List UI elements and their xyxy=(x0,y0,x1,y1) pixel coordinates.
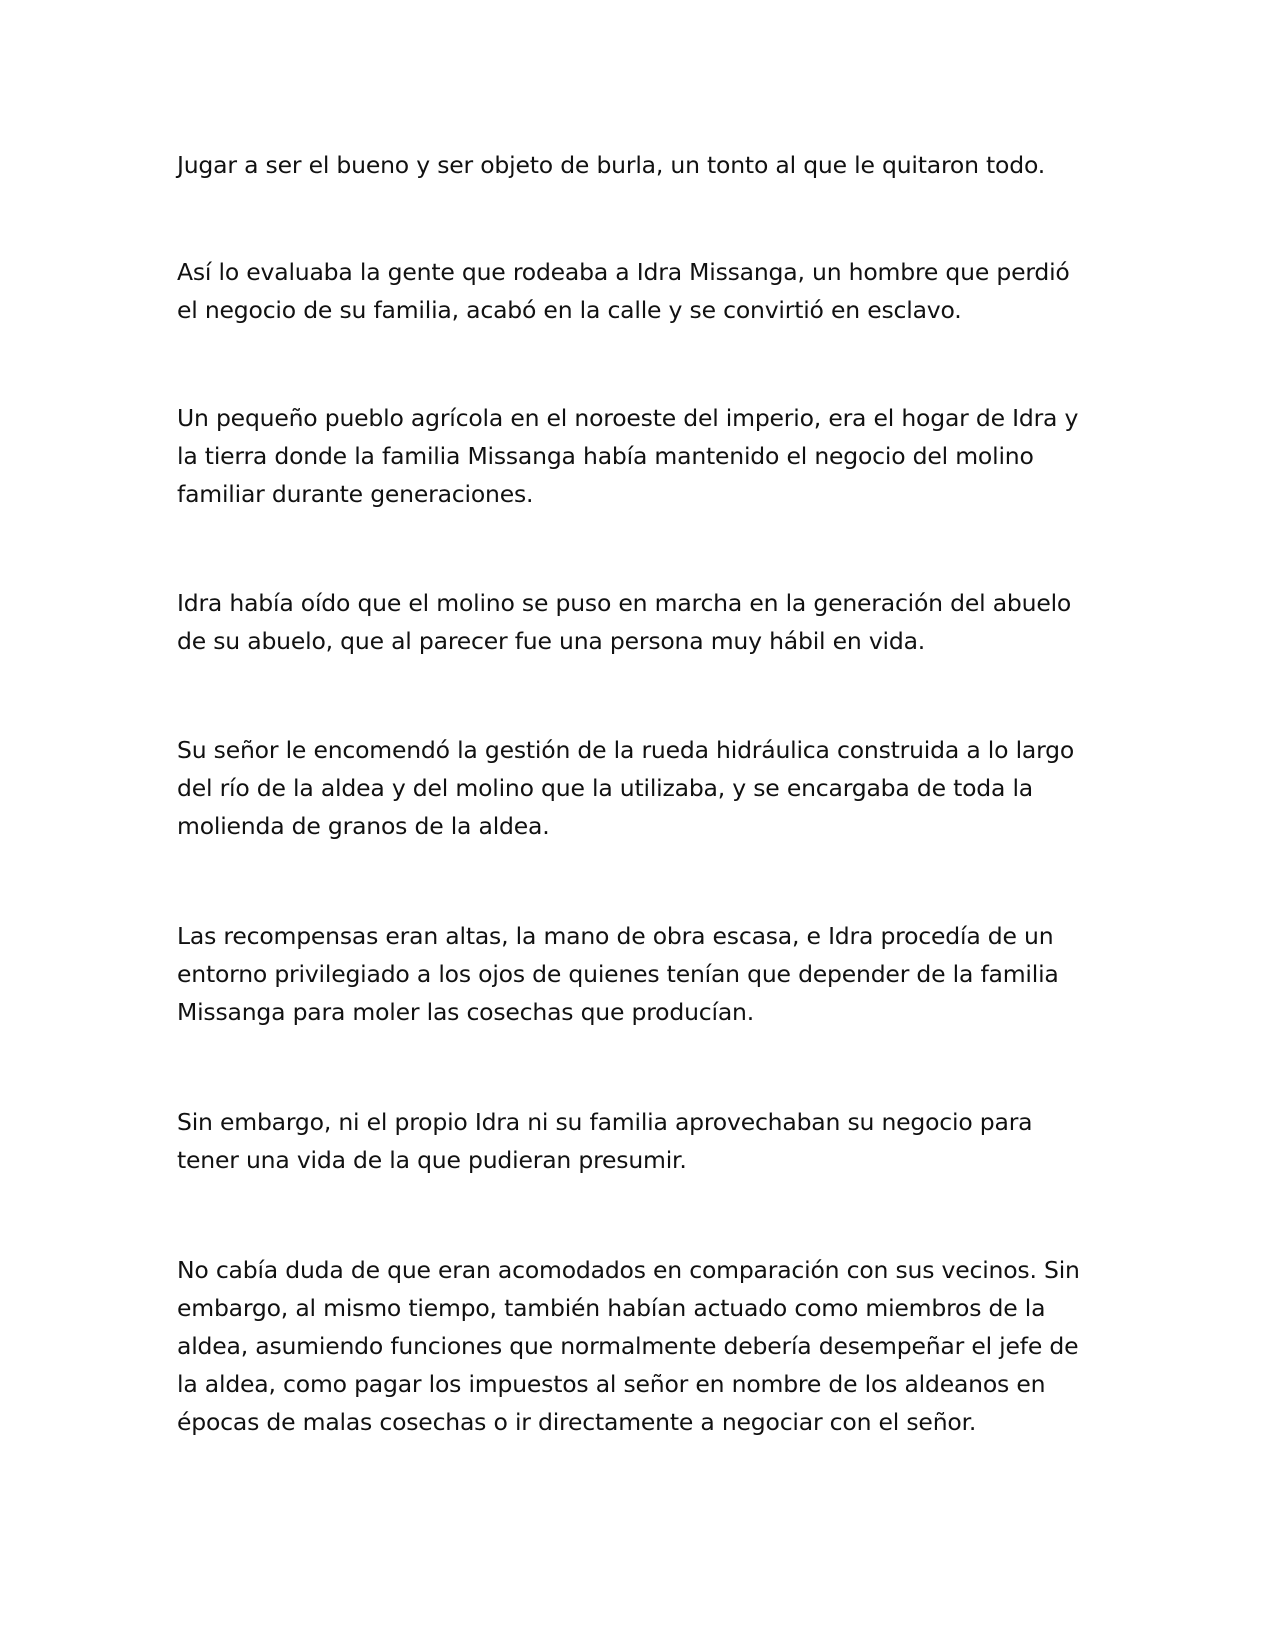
text-line: Así lo evaluaba la gente que rodeaba a Idra Missanga, un hombre que perdió xyxy=(177,258,1070,286)
text-line: molienda de granos de la aldea. xyxy=(177,812,550,840)
text-line: del río de la aldea y del molino que la utilizaba, y se encargaba de toda la xyxy=(177,774,1034,802)
paragraph-1 xyxy=(177,146,1107,184)
text-line: familiar durante generaciones. xyxy=(177,480,534,508)
paragraph-2 xyxy=(177,253,1107,329)
paragraph-7 xyxy=(177,1103,1107,1179)
text-line: la aldea, como pagar los impuestos al señor en nombre de los aldeanos en xyxy=(177,1370,1046,1398)
text-line: No cabía duda de que eran acomodados en comparación con sus vecinos. Sin xyxy=(177,1256,1080,1284)
text-line: Un pequeño pueblo agrícola en el noroeste del imperio, era el hogar de Idra y xyxy=(177,404,1079,432)
paragraph-3 xyxy=(177,399,1107,513)
text-line: tener una vida de la que pudieran presumir. xyxy=(177,1146,687,1174)
text-line: aldea, asumiendo funciones que normalmente debería desempeñar el jefe de xyxy=(177,1332,1079,1360)
text-line: entorno privilegiado a los ojos de quienes tenían que depender de la familia xyxy=(177,960,1059,988)
text-line: Jugar a ser el bueno y ser objeto de burla, un tonto al que le quitaron todo. xyxy=(177,151,1045,179)
text-line: la tierra donde la familia Missanga había mantenido el negocio del molino xyxy=(177,442,1034,470)
text-line: Su señor le encomendó la gestión de la rueda hidráulica construida a lo largo xyxy=(177,736,1075,764)
text-line: épocas de malas cosechas o ir directamente a negociar con el señor. xyxy=(177,1408,977,1436)
paragraph-6 xyxy=(177,917,1107,1031)
text-line: Missanga para moler las cosechas que producían. xyxy=(177,998,754,1026)
text-line: Las recompensas eran altas, la mano de obra escasa, e Idra procedía de un xyxy=(177,922,1054,950)
paragraph-4 xyxy=(177,584,1107,660)
paragraph-8 xyxy=(177,1251,1107,1441)
text-line: de su abuelo, que al parecer fue una persona muy hábil en vida. xyxy=(177,627,926,655)
text-line: Sin embargo, ni el propio Idra ni su familia aprovechaban su negocio para xyxy=(177,1108,1033,1136)
text-line: embargo, al mismo tiempo, también habían actuado como miembros de la xyxy=(177,1294,1046,1322)
text-line: Idra había oído que el molino se puso en marcha en la generación del abuelo xyxy=(177,589,1072,617)
text-line: el negocio de su familia, acabó en la calle y se convirtió en esclavo. xyxy=(177,296,962,324)
paragraph-5 xyxy=(177,731,1107,845)
